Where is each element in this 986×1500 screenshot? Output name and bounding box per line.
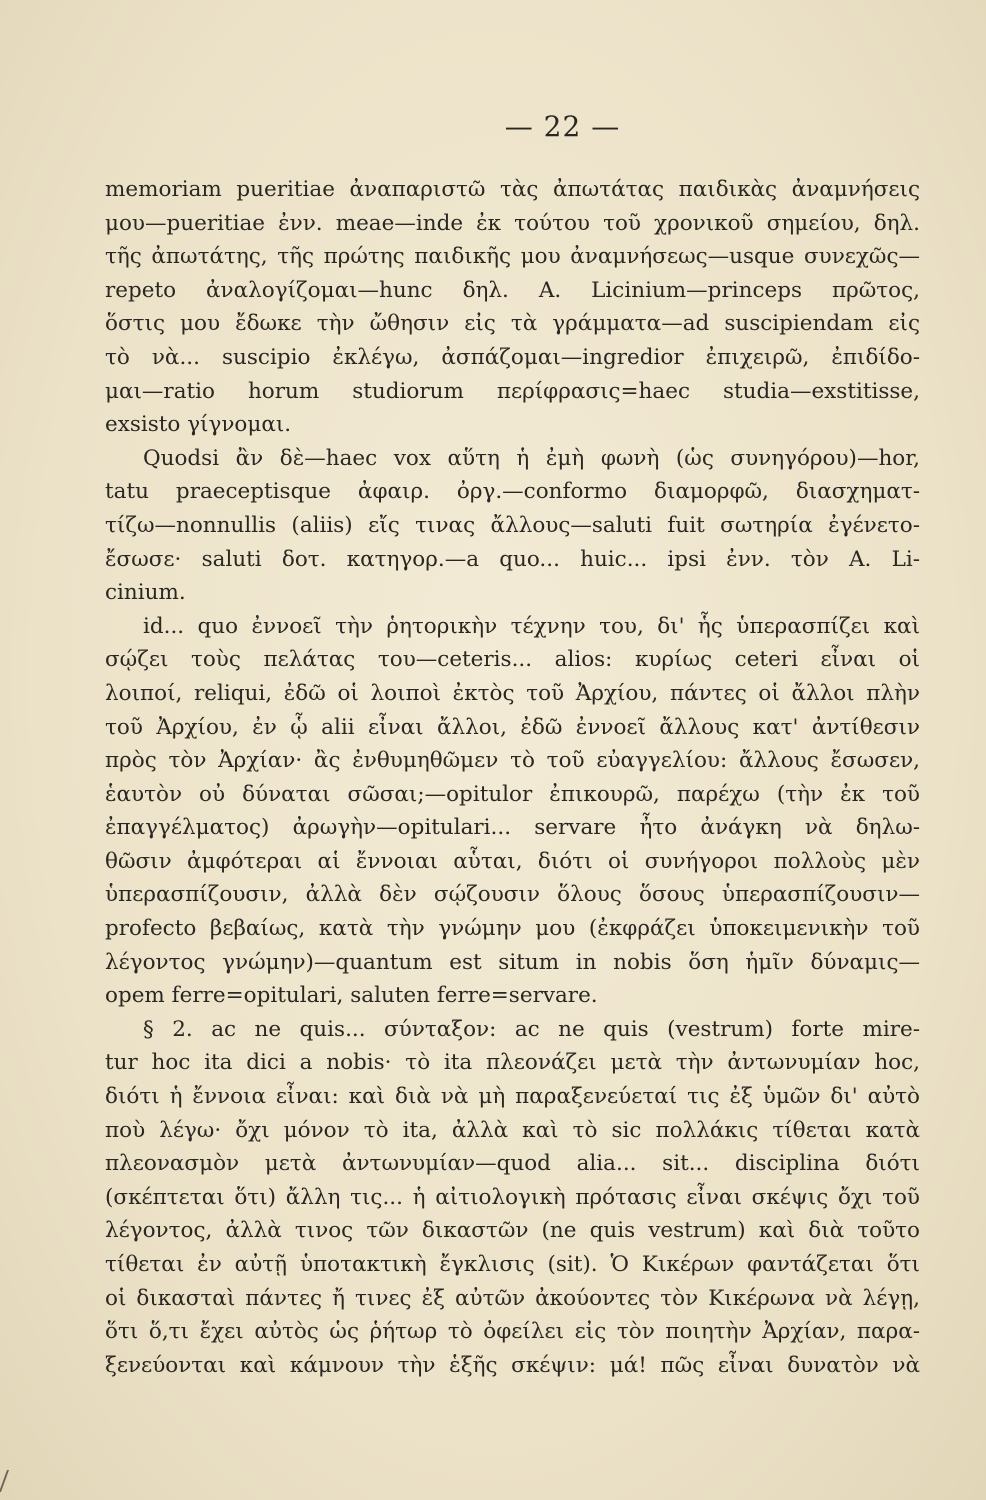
paragraph-4 xyxy=(105,1013,920,1383)
text-line: ξενεύονται καὶ κάμνουν τὴν ἑξῆς σκέψιν: μά! πῶς εἶναι δυνατὸν νὰ xyxy=(105,1352,920,1378)
text-line: repeto ἀναλογίζομαι—hunc δηλ. Α. Licinium—princeps πρῶτος, xyxy=(105,277,920,303)
text-line: ἑαυτὸν οὐ δύναται σῶσαι;—opitulor ἐπικουρῶ, παρέχω (τὴν ἐκ τοῦ xyxy=(105,781,920,807)
text-line: ὑπερασπίζουσιν, ἀλλὰ δὲν σῴζουσιν ὅλους ὅσους ὑπερασπίζουσιν— xyxy=(105,882,920,908)
text-line: μαι—ratio horum studiorum περίφρασις=haec studia—exstitisse, xyxy=(105,378,920,404)
page-number: — 22 — xyxy=(504,110,621,143)
text-line: διότι ἡ ἔννοια εἶναι: καὶ διὰ νὰ μὴ παραξενεύεταί τις ἐξ ὑμῶν δι' αὐτὸ xyxy=(105,1084,920,1110)
text-line: ἐπαγγέλματος) ἀρωγὴν—opitulari... servare ἦτο ἀνάγκη νὰ δηλω- xyxy=(105,815,920,841)
text-line: tatu praeceptisque ἀφαιρ. ὀργ.—conformo διαμορφῶ, διασχηματ- xyxy=(105,479,920,505)
text-line: id... quo ἐννοεῖ τὴν ῥητορικὴν τέχνην του, δι' ἧς ὑπερασπίζει καὶ xyxy=(143,613,920,639)
text-line: exsisto γίγνομαι. xyxy=(105,412,292,438)
text-line: (σκέπτεται ὅτι) ἄλλη τις... ἡ αἰτιολογικὴ πρότασις εἶναι σκέψις ὄχι τοῦ xyxy=(105,1184,920,1210)
text-line: ποὺ λέγω· ὄχι μόνον τὸ ita, ἀλλὰ καὶ τὸ sic πολλάκις τίθεται κατὰ xyxy=(105,1117,920,1143)
text-line: λοιποί, reliqui, ἐδῶ οἱ λοιποὶ ἐκτὸς τοῦ Ἀρχίου, πάντες οἱ ἄλλοι πλὴν xyxy=(105,680,920,706)
text-line: cinium. xyxy=(105,580,186,606)
text-line: ἔσωσε· saluti δοτ. κατηγορ.—a quo... huic... ipsi ἐνν. τὸν Α. Li- xyxy=(105,546,920,572)
text-line: λέγοντος, ἀλλὰ τινος τῶν δικαστῶν (ne quis vestrum) καὶ διὰ τοῦτο xyxy=(105,1218,920,1244)
paragraph-3 xyxy=(105,610,920,1013)
text-line: σῴζει τοὺς πελάτας του—ceteris... alios: κυρίως ceteri εἶναι οἱ xyxy=(105,647,920,673)
text-line: ὅστις μου ἔδωκε τὴν ὤθησιν εἰς τὰ γράμματα—ad suscipiendam εἰς xyxy=(105,311,920,337)
text-line: § 2. ac ne quis... σύνταξον: ac ne quis (vestrum) forte mire- xyxy=(143,1016,920,1042)
paragraph-2 xyxy=(105,442,920,610)
page-text xyxy=(105,173,920,1382)
text-line: τοῦ Ἀρχίου, ἐν ᾧ alii εἶναι ἄλλοι, ἐδῶ ἐννοεῖ ἄλλους κατ' ἀντίθεσιν xyxy=(105,714,920,740)
paragraph-1 xyxy=(105,173,920,442)
text-line: τίθεται ἐν αὐτῇ ὑποτακτικὴ ἔγκλισις (sit). Ὁ Κικέρων φαντάζεται ὅτι xyxy=(105,1252,920,1277)
text-line: πλεονασμὸν μετὰ ἀντωνυμίαν—quod alia... sit... disciplina διότι xyxy=(105,1151,920,1177)
text-line: μου—pueritiae ἐνν. meae—inde ἐκ τούτου τοῦ χρονικοῦ σημείου, δηλ. xyxy=(105,210,920,236)
page-edge-mark xyxy=(0,1470,23,1492)
text-line: ὅτι ὅ,τι ἔχει αὐτὸς ὡς ῥήτωρ τὸ ὀφείλει εἰς τὸν ποιητὴν Ἀρχίαν, παρα- xyxy=(105,1319,920,1345)
text-line: λέγοντος γνώμην)—quantum est situm in nobis ὅση ἡμῖν δύναμις— xyxy=(105,949,920,975)
text-line: τὸ νὰ... suscipio ἐκλέγω, ἀσπάζομαι—ingredior ἐπιχειρῶ, ἐπιδίδο- xyxy=(105,344,920,370)
text-line: opem ferre=opitulari, saluten ferre=servare. xyxy=(105,983,598,1009)
text-line: τῆς ἀπωτάτης, τῆς πρώτης παιδικῆς μου ἀναμνήσεως—usque συνεχῶς— xyxy=(105,244,920,270)
text-line: profecto βεβαίως, κατὰ τὴν γνώμην μου (ἐκφράζει ὑποκειμενικὴν τοῦ xyxy=(105,916,920,942)
text-line: θῶσιν ἀμφότεραι αἱ ἔννοιαι αὗται, διότι οἱ συνήγοροι πολλοὺς μὲν xyxy=(105,848,920,874)
book-page xyxy=(105,110,920,1382)
text-line: Quodsi ἂν δὲ—haec vox αὕτη ἡ ἐμὴ φωνὴ (ὡς συνηγόρου)—hor, xyxy=(143,445,920,471)
text-line: memoriam pueritiae ἀναπαριστῶ τὰς ἀπωτάτας παιδικὰς ἀναμνήσεις xyxy=(105,177,920,202)
text-line: τίζω—nonnullis (aliis) εἴς τινας ἄλλους—saluti fuit σωτηρία ἐγένετο- xyxy=(105,512,920,538)
text-line: οἱ δικασταὶ πάντες ἤ τινες ἐξ αὐτῶν ἀκούοντες τὸν Κικέρωνα νὰ λέγῃ, xyxy=(105,1285,920,1311)
text-line: tur hoc ita dici a nobis· τὸ ita πλεονάζει μετὰ τὴν ἀντωνυμίαν hoc, xyxy=(105,1050,920,1076)
text-line: πρὸς τὸν Ἀρχίαν· ἂς ἐνθυμηθῶμεν τὸ τοῦ εὐαγγελίου: ἄλλους ἔσωσεν, xyxy=(105,748,920,774)
